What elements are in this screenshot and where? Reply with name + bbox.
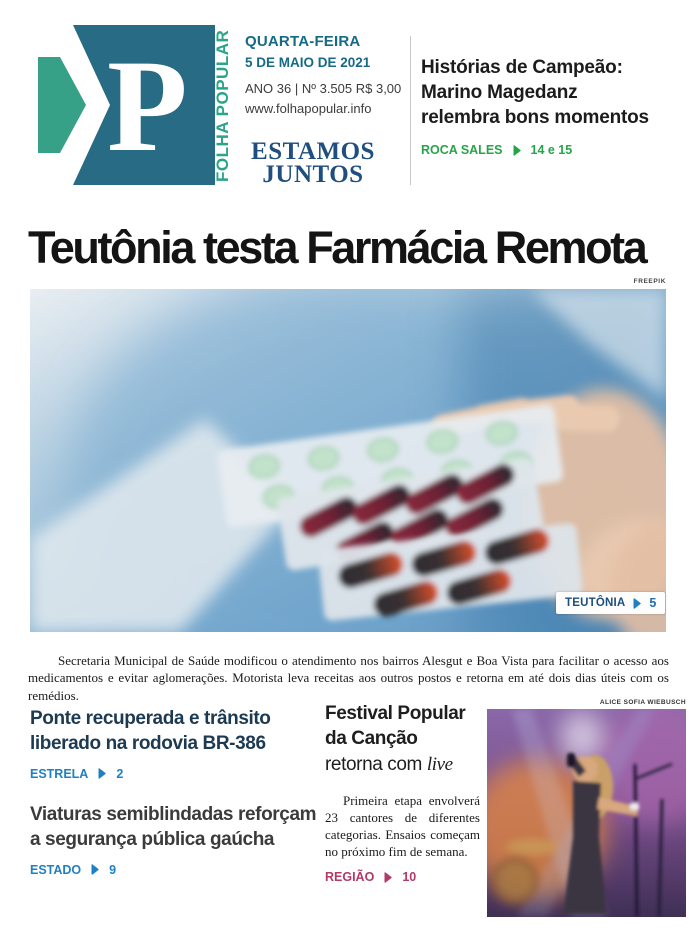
section-label: REGIÃO — [325, 870, 375, 884]
play-arrow-icon — [91, 864, 99, 875]
top-story-title-line: relembra bons momentos — [421, 107, 649, 129]
pharmacy-photo-illustration — [30, 289, 666, 632]
logo-graphic — [10, 25, 238, 185]
section-label: ROCA SALES — [421, 143, 503, 158]
logo-vertical-title: FOLHA POPULAR — [213, 29, 232, 182]
section-label: ESTADO — [30, 862, 82, 877]
page-number: 9 — [109, 862, 117, 877]
story-kicker — [30, 767, 271, 781]
story-kicker — [325, 870, 416, 884]
story-title-line: a segurança pública gaúcha — [30, 829, 275, 851]
lead-caption: Secretaria Municipal de Saúde modificou o atendimento nos bairros Alesgut e Boa Vista para facilitar o acesso aos medicamentos e evitar aglomerações. Motorista leva receitas aos outros postos e retorna em até dois dias úteis com os remédios. — [28, 653, 669, 703]
section-label: ESTRELA — [30, 766, 89, 781]
section-label: TEUTÔNIA — [565, 597, 626, 609]
subtitle-regular: retorna com — [325, 753, 427, 775]
play-arrow-icon — [513, 145, 521, 156]
lead-section-badge — [556, 592, 665, 614]
weekday-label: QUARTA-FEIRA — [245, 33, 361, 50]
story-title-line: Viaturas semiblindadas reforçam — [30, 804, 317, 825]
story-title-line: Festival Popular — [325, 703, 466, 724]
story-title-line: da Canção — [325, 728, 418, 750]
lead-photo-pharmacy — [30, 289, 666, 632]
singer-photo-illustration — [487, 709, 686, 917]
masthead-date-block — [245, 33, 410, 116]
story-security-teaser — [30, 802, 316, 877]
page-number: 5 — [649, 596, 657, 610]
festival-photo-credit: ALICE SOFIA WIEBUSCH — [599, 699, 686, 706]
story-title-line: Ponte recuperada e trânsito — [30, 708, 271, 729]
page-number: 2 — [116, 766, 124, 781]
play-arrow-icon — [633, 598, 641, 609]
date-label: 5 DE MAIO DE 2021 — [245, 55, 371, 70]
top-story-kicker — [421, 143, 686, 157]
play-arrow-icon — [384, 872, 392, 883]
lead-photo-credit: FREEPIK — [633, 278, 666, 285]
masthead-slogan — [243, 140, 383, 186]
story-title-line: liberado na rodovia BR-386 — [30, 733, 266, 755]
lead-headline: Teutônia testa Farmácia Remota — [28, 222, 646, 273]
story-bridge-teaser — [30, 706, 271, 781]
newspaper-logo — [10, 25, 238, 185]
play-arrow-icon — [98, 768, 106, 779]
page-number: 10 — [402, 870, 417, 884]
story-festival-teaser — [325, 701, 480, 874]
masthead-divider — [410, 36, 411, 185]
edition-label: ANO 36 | Nº 3.505 R$ 3,00 — [245, 81, 402, 96]
top-story-teaser — [421, 55, 686, 157]
website-link[interactable]: www.folhapopular.info — [245, 101, 372, 116]
festival-photo-singer — [487, 709, 686, 917]
story-kicker — [30, 863, 316, 877]
page-number: 14 e 15 — [530, 143, 573, 158]
top-story-title-line: Marino Magedanz — [421, 82, 578, 104]
story-body-text: Primeira etapa envolverá 23 cantores de diferentes categorias. Ensaios começam no próximo fim de semana. — [325, 793, 480, 860]
top-story-title-line: Histórias de Campeão: — [421, 57, 623, 78]
slogan-line-2: JUNTOS — [262, 161, 364, 188]
logo-letter: P — [107, 32, 188, 179]
story-subtitle — [325, 752, 480, 777]
subtitle-italic: live — [426, 753, 453, 775]
slogan-line-1: ESTAMOS — [251, 138, 375, 165]
